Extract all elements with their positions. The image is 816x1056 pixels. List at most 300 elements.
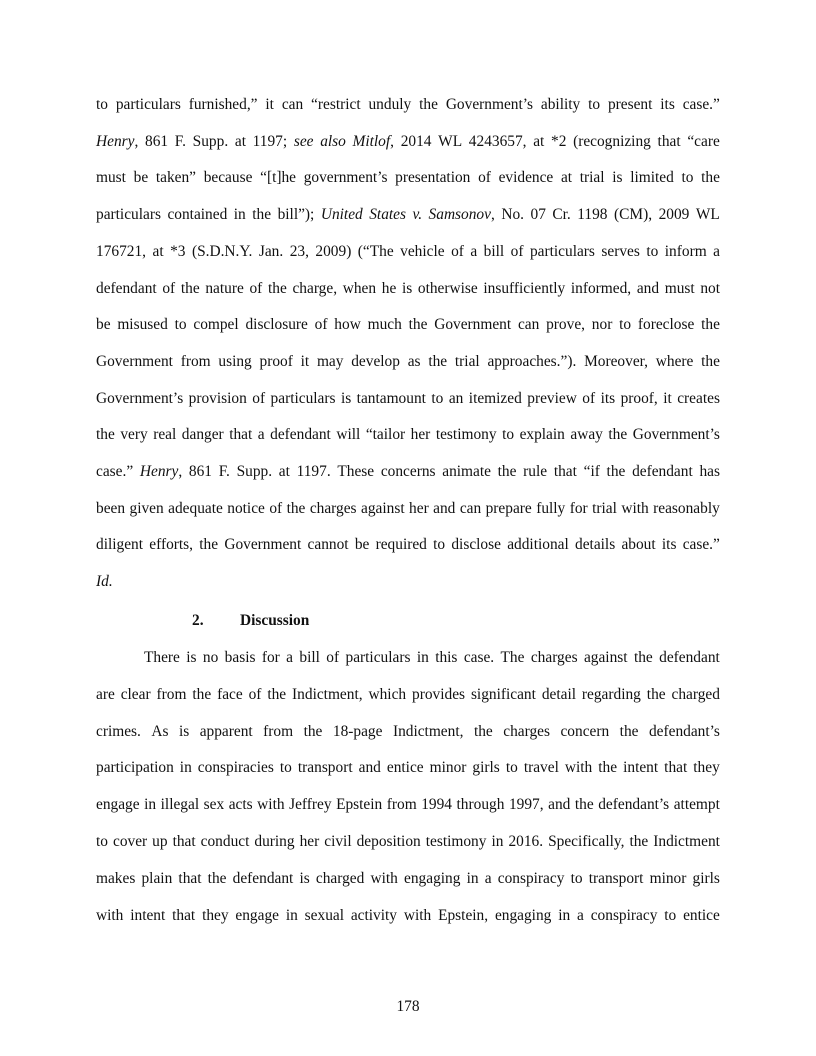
word: tantamount [356, 389, 426, 407]
word: the [419, 96, 438, 113]
word: The [500, 649, 525, 666]
word: Jeffrey [289, 796, 332, 814]
word: Supp. [236, 463, 273, 480]
word: are [96, 685, 115, 703]
word: to [588, 96, 601, 113]
word: is [401, 279, 413, 297]
word: trial [592, 499, 617, 517]
word: girls [692, 869, 720, 887]
word: the [606, 463, 626, 480]
word: 2014 [400, 132, 432, 150]
text-line [96, 870, 720, 888]
word: the [192, 685, 212, 703]
word: case. [463, 649, 495, 666]
word: Government [96, 352, 173, 370]
word: with [621, 499, 649, 517]
text-line [96, 169, 720, 187]
word: 2016. [508, 833, 544, 850]
word: of [248, 685, 262, 703]
word: provision [188, 389, 247, 407]
word: United [320, 206, 363, 224]
word: her [409, 499, 429, 517]
word: of [269, 499, 283, 517]
word: in [179, 759, 192, 777]
word: charges [309, 499, 357, 517]
word: makes [96, 869, 136, 887]
word: apparent [199, 722, 253, 740]
word: disclose [451, 536, 501, 554]
word: during [254, 833, 295, 850]
word: case.” [96, 463, 134, 480]
text-line [96, 686, 720, 704]
word: her [410, 426, 431, 444]
word: nor [591, 316, 613, 334]
word: to [505, 759, 518, 777]
word: the [497, 463, 517, 480]
word: is [178, 722, 190, 740]
word: of [314, 316, 328, 334]
word: to [681, 169, 694, 187]
text-line [96, 133, 720, 151]
word: No. [501, 206, 524, 224]
word: civil [324, 833, 352, 850]
word: to [433, 536, 446, 554]
word: been [96, 499, 126, 517]
word: *2 [551, 132, 567, 150]
word: presentation [395, 169, 471, 187]
word: minor [429, 759, 467, 777]
word: in [558, 906, 571, 924]
text-line [96, 463, 720, 481]
word: the [574, 796, 594, 814]
word: WL [695, 206, 720, 224]
word: unduly [368, 96, 412, 113]
word: for [569, 499, 588, 517]
word: misused [117, 316, 168, 334]
word: Supp. [192, 132, 229, 150]
word: be [354, 536, 370, 554]
word: trial [454, 352, 480, 370]
word: the [633, 649, 653, 666]
word: 176721, [96, 242, 147, 260]
word: will [336, 426, 361, 444]
word: is [612, 169, 623, 187]
word: explain [519, 426, 565, 444]
word: nature [205, 279, 244, 297]
text-line [96, 390, 720, 408]
word: as [407, 352, 421, 370]
word: These [337, 463, 375, 480]
word: itemized [468, 389, 522, 407]
word: provides [412, 685, 466, 703]
word: disclosure [245, 316, 308, 334]
text-line [96, 573, 720, 591]
word: Specifically, [548, 833, 625, 850]
word: engage [96, 796, 140, 814]
word: against [361, 499, 405, 517]
word: ability [540, 96, 581, 113]
word: with [403, 906, 432, 924]
word: the [180, 279, 200, 297]
word: the [428, 352, 448, 370]
word: must [664, 279, 695, 297]
word: not [700, 279, 720, 297]
word: from [386, 796, 417, 814]
word: approaches.”). [487, 352, 577, 370]
word: rule [523, 463, 548, 480]
word: acts [228, 796, 253, 814]
word: the [286, 499, 306, 517]
word: limited [630, 169, 674, 187]
word: where [655, 352, 694, 370]
word: in [466, 869, 479, 887]
word: Henry, [96, 132, 139, 150]
word: intent [623, 759, 659, 777]
word: inform [664, 242, 707, 260]
text-line [96, 426, 720, 444]
word: to [570, 869, 583, 887]
word: transport [297, 759, 353, 777]
word: conspiracies [197, 759, 274, 777]
word: the [629, 833, 649, 850]
word: furnished,” [188, 96, 258, 113]
word: and [358, 759, 381, 777]
word: engaging [404, 869, 461, 887]
word: conduct [200, 833, 250, 850]
word: its [660, 96, 675, 113]
word: at [533, 132, 545, 150]
text-line [96, 536, 720, 554]
word: must [96, 169, 126, 187]
word: insufficiently [483, 279, 566, 297]
word: the [267, 685, 287, 703]
word: that [172, 906, 196, 924]
word: in [285, 906, 298, 924]
section-title: Discussion [240, 612, 310, 629]
word: through [456, 796, 505, 814]
word: entice [386, 759, 424, 777]
word: 861 [145, 132, 169, 150]
word: activity [350, 906, 398, 924]
word: government’s [303, 169, 388, 187]
word: the [701, 169, 720, 187]
word: case.” [682, 536, 720, 554]
word: Government’s [96, 389, 184, 407]
word: girls [472, 759, 500, 777]
word: that [229, 426, 253, 444]
word: that [178, 869, 202, 887]
word: participation [96, 759, 174, 777]
word: testimony [435, 426, 497, 444]
word: regarding [581, 685, 641, 703]
word: Jan. [258, 242, 284, 260]
word: its [661, 536, 677, 554]
word: compel [193, 316, 239, 334]
word: that [172, 833, 196, 850]
word: sexual [304, 906, 344, 924]
word: Indictment, [392, 722, 464, 740]
word: “tailor [365, 426, 406, 444]
word: because [203, 169, 253, 187]
text-line [144, 649, 720, 667]
text-line [96, 833, 720, 851]
word: it [663, 389, 672, 407]
word: from [156, 685, 187, 703]
word: defendant [632, 463, 693, 480]
word: a [484, 869, 492, 887]
word: 2009 [658, 206, 690, 224]
word: engaging [494, 906, 552, 924]
word: the [96, 426, 115, 444]
word: serves [601, 242, 640, 260]
word: 1198 [577, 206, 608, 224]
word: case.” [682, 96, 720, 113]
word: be [133, 169, 149, 187]
word: animate [442, 463, 491, 480]
word: 18-page [332, 722, 383, 740]
word: deposition [356, 833, 421, 850]
word: diligent [96, 536, 144, 554]
word: the [701, 316, 720, 334]
word: is [186, 649, 197, 666]
word: a [713, 242, 720, 260]
word: travel [523, 759, 559, 777]
word: F. [174, 132, 186, 150]
word: the [608, 426, 628, 444]
word: Id. [96, 573, 113, 591]
word: 07 [530, 206, 546, 224]
word: that [664, 759, 688, 777]
word: at [152, 242, 164, 260]
word: about [621, 536, 656, 554]
word: they [693, 759, 720, 777]
word: is [299, 869, 310, 887]
word: particulars [529, 242, 595, 260]
word: a [470, 242, 478, 260]
word: Mitlof, [352, 132, 395, 150]
word: evidence [498, 169, 554, 187]
word: concerns [380, 463, 436, 480]
word: can [459, 499, 482, 517]
word: proof [259, 352, 293, 370]
word: when [342, 279, 377, 297]
word: no [202, 649, 219, 666]
text-line [96, 280, 720, 298]
word: *3 [170, 242, 186, 260]
word: that [553, 463, 577, 480]
word: with [370, 869, 398, 887]
word: of [249, 279, 263, 297]
word: of [510, 242, 524, 260]
word: defendant’s [598, 796, 670, 814]
word: see [293, 132, 314, 150]
word: There [144, 649, 180, 666]
word: to [431, 389, 444, 407]
word: face [217, 685, 243, 703]
word: with [564, 759, 593, 777]
word: with [257, 796, 285, 814]
word: its [600, 389, 616, 407]
word: in [416, 649, 429, 666]
word: plain [141, 869, 173, 887]
word: from [263, 722, 294, 740]
word: Cr. [552, 206, 571, 224]
word: (S.D.N.Y. [191, 242, 253, 260]
word: in [144, 796, 157, 814]
word: transport [588, 869, 644, 887]
text-line [96, 759, 720, 777]
word: adequate [168, 499, 223, 517]
word: a [577, 906, 584, 924]
text-line [96, 206, 720, 224]
word: defendant [232, 869, 294, 887]
text-line [96, 353, 720, 371]
word: against [583, 649, 628, 666]
word: Henry, [139, 463, 183, 480]
word: Government [224, 536, 302, 554]
word: contained [167, 206, 228, 224]
word: of [162, 279, 176, 297]
word: he [381, 279, 397, 297]
word: at [278, 463, 290, 480]
word: from [180, 352, 211, 370]
word: particulars [115, 96, 181, 113]
word: the [207, 869, 227, 887]
word: the [408, 316, 428, 334]
text-line [96, 723, 720, 741]
word: charges [530, 649, 578, 666]
text-line [96, 907, 720, 925]
word: (“The [357, 242, 394, 260]
word: a [286, 649, 294, 666]
word: basis [224, 649, 256, 666]
word: engage [235, 906, 279, 924]
word: States [369, 206, 406, 224]
word: how [334, 316, 361, 334]
word: the [598, 759, 618, 777]
word: and [636, 279, 660, 297]
word: crimes. [96, 722, 141, 740]
word: minor [649, 869, 687, 887]
word: entice [683, 906, 720, 924]
text-line [96, 500, 720, 518]
word: Samsonov, [428, 206, 495, 224]
word: bill [483, 242, 505, 260]
word: Indictment, [292, 685, 363, 703]
word: conspiracy [497, 869, 565, 887]
word: sex [203, 796, 225, 814]
word: additional [507, 536, 569, 554]
word: in [233, 206, 246, 224]
word: can [517, 316, 540, 334]
word: charged [315, 869, 365, 887]
word: and [433, 499, 456, 517]
word: Indictment [653, 833, 720, 850]
text-line [96, 96, 720, 114]
word: they [202, 906, 229, 924]
word: 861 [188, 463, 212, 480]
word: Government [434, 316, 512, 334]
word: (recognizing [573, 132, 651, 150]
word: using [218, 352, 252, 370]
word: the [701, 352, 720, 370]
word: a [257, 426, 265, 444]
word: particulars [270, 389, 336, 407]
word: has [699, 463, 720, 480]
word: “care [687, 132, 720, 150]
word: intent [130, 906, 166, 924]
word: to [279, 759, 292, 777]
word: vehicle [400, 242, 445, 260]
word: “[t]he [260, 169, 296, 187]
word: can [281, 96, 304, 113]
word: defendant [659, 649, 720, 666]
word: to [664, 906, 677, 924]
word: taken” [155, 169, 197, 187]
word: that [657, 132, 681, 150]
word: to [646, 242, 659, 260]
word: is [340, 389, 352, 407]
word: fully [536, 499, 566, 517]
section-number: 2. [192, 612, 204, 629]
word: the [303, 722, 323, 740]
word: an [448, 389, 464, 407]
word: Moreover, [584, 352, 649, 370]
word: the [267, 279, 287, 297]
word: danger [181, 426, 224, 444]
word: particulars [96, 206, 161, 224]
word: it [265, 96, 274, 113]
word: clear [120, 685, 151, 703]
word: cover [112, 833, 148, 850]
word: it [300, 352, 310, 370]
word: 1997, [508, 796, 544, 814]
word: (CM), [614, 206, 653, 224]
text-line [96, 796, 720, 814]
word: of [451, 242, 464, 260]
word: informed, [570, 279, 632, 297]
word: real [153, 426, 177, 444]
word: reasonably [653, 499, 720, 517]
word: charge, [292, 279, 338, 297]
word: to [619, 316, 632, 334]
word: Government’s [632, 426, 720, 444]
word: v. [412, 206, 423, 224]
word: bill”); [277, 206, 315, 224]
word: the [473, 722, 493, 740]
word: defendant [96, 279, 157, 297]
word: “restrict [311, 96, 361, 113]
word: 1197; [252, 132, 288, 150]
word: to [96, 833, 108, 850]
word: F. [218, 463, 230, 480]
word: 1197. [296, 463, 331, 480]
word: attempt [673, 796, 720, 814]
word: and [548, 796, 571, 814]
word: may [316, 352, 344, 370]
word: develop [351, 352, 400, 370]
word: in [491, 833, 504, 850]
word: with [96, 906, 124, 924]
word: much [367, 316, 402, 334]
word: WL [438, 132, 463, 150]
word: 23, [289, 242, 309, 260]
word: required [375, 536, 427, 554]
word: to [96, 96, 108, 113]
word: trial [579, 169, 605, 187]
word: very [120, 426, 148, 444]
word: to [502, 426, 515, 444]
